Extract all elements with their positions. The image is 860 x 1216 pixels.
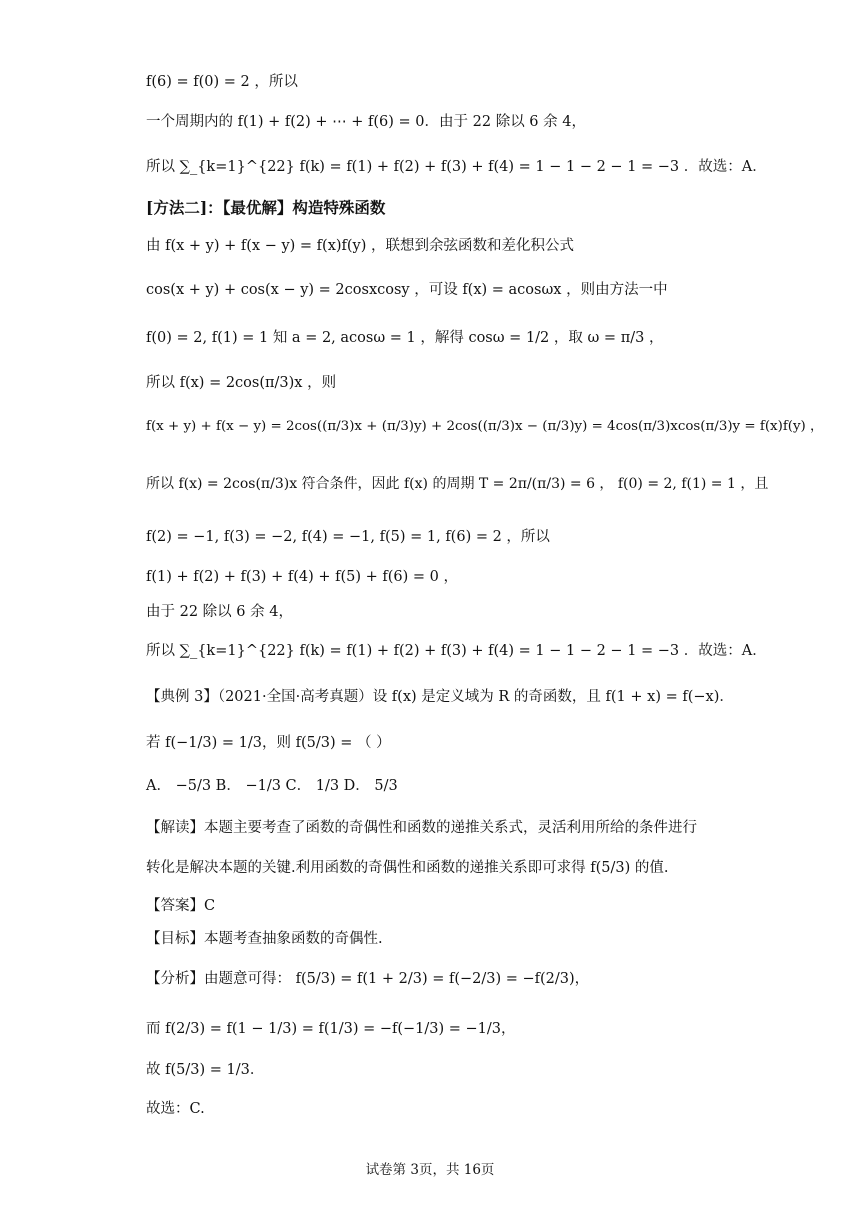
text-line: f(2) = −1, f(3) = −2, f(4) = −1, f(5) = 1, f(6) = 2 ，所以	[146, 529, 550, 545]
text-line: 所以 ∑_{k=1}^{22} f(k) = f(1) + f(2) + f(3) + f(4) = 1 − 1 − 2 − 1 = −3 ．故选：A．	[146, 159, 767, 175]
text-line: 【解读】本题主要考查了函数的奇偶性和函数的递推关系式，灵活利用所给的条件进行	[146, 820, 697, 836]
text-line: 一个周期内的 f(1) + f(2) + ⋯ + f(6) = 0．由于 22 除以 6 余 4，	[146, 114, 586, 130]
text-line: 所以 f(x) = 2cos(π/3)x ，则	[146, 375, 337, 391]
text-line: 故选：C.	[146, 1101, 205, 1117]
text-line: f(0) = 2, f(1) = 1 知 a = 2, acosω = 1 ，解得 cosω = 1/2 ，取 ω = π/3 ，	[146, 330, 664, 346]
text-line: 由 f(x + y) + f(x − y) = f(x)f(y) ，联想到余弦函数和差化积公式	[146, 238, 575, 254]
text-line: f(1) + f(2) + f(3) + f(4) + f(5) + f(6) = 0 ，	[146, 569, 458, 585]
text-line: 故 f(5/3) = 1/3．	[146, 1062, 265, 1078]
text-line: 【分析】由题意可得： f(5/3) = f(1 + 2/3) = f(−2/3) = −f(2/3)，	[146, 971, 590, 987]
page-footer: 试卷第 3页，共 16页	[365, 1162, 495, 1178]
text-line: 所以 ∑_{k=1}^{22} f(k) = f(1) + f(2) + f(3) + f(4) = 1 − 1 − 2 − 1 = −3 ．故选：A．	[146, 643, 767, 659]
text-line: f(6) = f(0) = 2 ，所以	[146, 74, 298, 90]
question-title: 【典例 3】（2021·全国·高考真题）设 f(x) 是定义域为 R 的奇函数，且 f(1 + x) = f(−x)．	[146, 689, 734, 705]
text-line: f(x + y) + f(x − y) = 2cos((π/3)x + (π/3)y) + 2cos((π/3)x − (π/3)y) = 4cos(π/3)xcos(π/3)y = f(x)f(y) ，	[146, 419, 824, 434]
text-line: 所以 f(x) = 2cos(π/3)x 符合条件，因此 f(x) 的周期 T = 2π/(π/3) = 6 ， f(0) = 2, f(1) = 1 ，且	[146, 476, 769, 492]
text-line: cos(x + y) + cos(x − y) = 2cosxcosy ，可设 f(x) = acosωx ，则由方法一中	[146, 282, 668, 298]
text-line: 而 f(2/3) = f(1 − 1/3) = f(1/3) = −f(−1/3) = −1/3，	[146, 1021, 516, 1037]
text-line: 转化是解决本题的关键.利用函数的奇偶性和函数的递推关系即可求得 f(5/3) 的值.	[146, 860, 669, 876]
text-line: 由于 22 除以 6 余 4，	[146, 604, 293, 620]
answer-label: 【答案】C	[146, 898, 216, 914]
answer-options: A． −5/3 B． −1/3 C． 1/3 D． 5/3	[146, 778, 398, 794]
section-heading: [方法二]：【最优解】构造特殊函数	[146, 198, 386, 217]
text-line: 若 f(−1/3) = 1/3，则 f(5/3) = （ ）	[146, 735, 391, 751]
text-line: 【目标】本题考查抽象函数的奇偶性.	[146, 931, 383, 947]
